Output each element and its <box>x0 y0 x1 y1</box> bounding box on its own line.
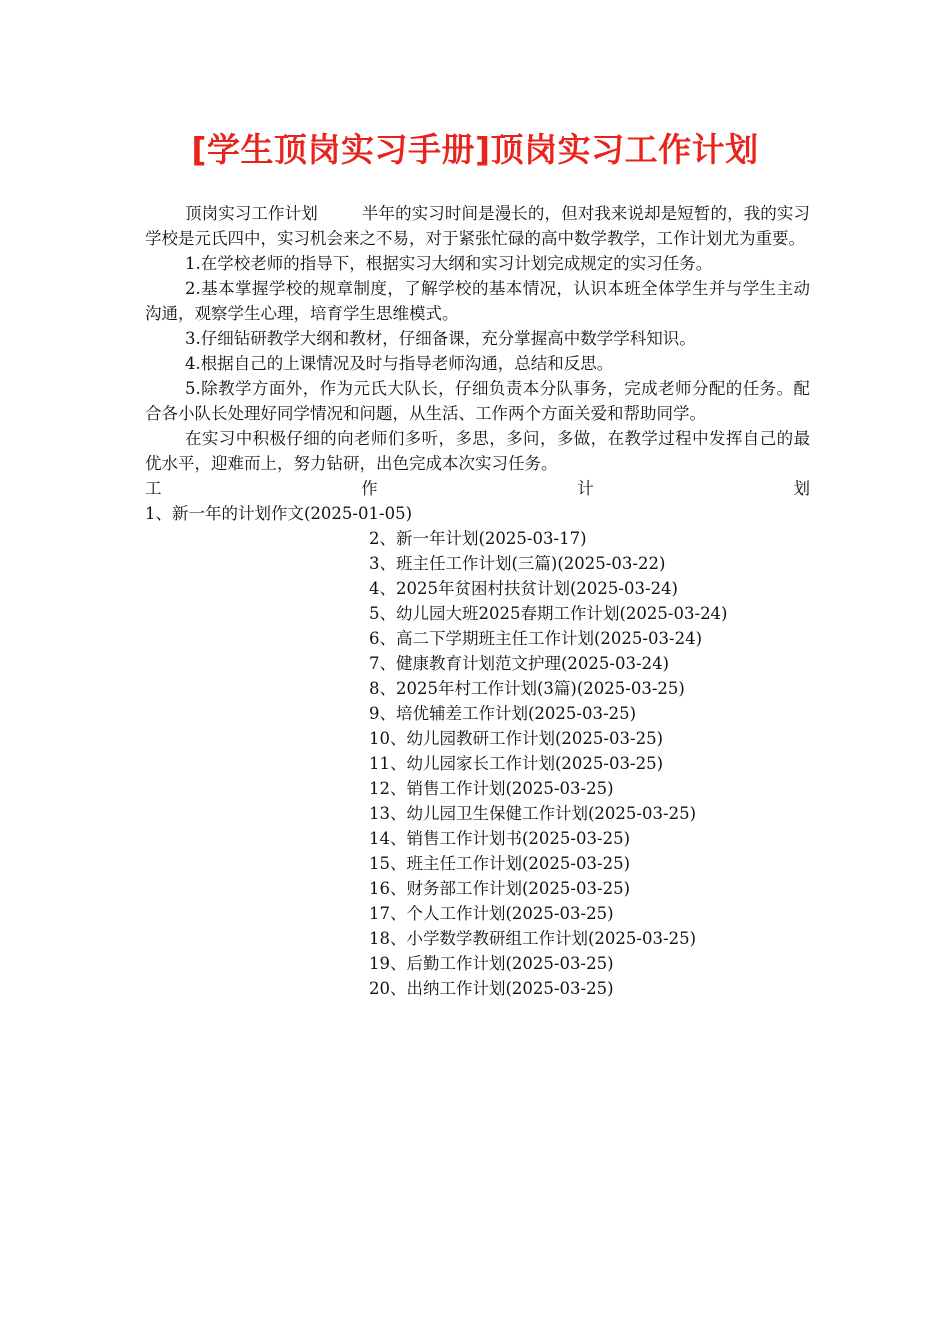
heading-char: 工 <box>145 479 162 498</box>
related-link[interactable]: 10、幼儿园教研工作计划(2025-03-25) <box>369 729 664 748</box>
related-link[interactable]: 15、班主任工作计划(2025-03-25) <box>369 854 631 873</box>
related-link[interactable]: 14、销售工作计划书(2025-03-25) <box>369 829 631 848</box>
body-paragraph: 4.根据自己的上课情况及时与指导老师沟通，总结和反思。 <box>185 354 614 373</box>
intro-text: 半年的实习时间是漫长的，但对我来说却是短暂的，我的实习学校是元氏四中，实习机会来之不易，对于紧张忙碌的高中数学教学，工作计划尤为重要。 <box>145 204 811 248</box>
intro-lead: 顶岗实习工作计划 <box>185 204 318 223</box>
related-link[interactable]: 12、销售工作计划(2025-03-25) <box>369 779 614 798</box>
related-link[interactable]: 16、财务部工作计划(2025-03-25) <box>369 879 631 898</box>
body-paragraph: 1.在学校老师的指导下，根据实习大纲和实习计划完成规定的实习任务。 <box>185 254 713 273</box>
related-link[interactable]: 6、高二下学期班主任工作计划(2025-03-24) <box>369 629 703 648</box>
related-link[interactable]: 1、新一年的计划作文(2025-01-05) <box>145 504 413 523</box>
related-link[interactable]: 5、幼儿园大班2025春期工作计划(2025-03-24) <box>369 604 728 623</box>
related-link[interactable]: 9、培优辅差工作计划(2025-03-25) <box>369 704 637 723</box>
related-link[interactable]: 20、出纳工作计划(2025-03-25) <box>369 979 614 998</box>
intro-paragraph <box>145 201 810 251</box>
body-paragraph: 2.基本掌握学校的规章制度，了解学校的基本情况，认识本班全体学生并与学生主动沟通，观察学生心理，培育学生思维模式。 <box>145 279 810 323</box>
related-link[interactable]: 11、幼儿园家长工作计划(2025-03-25) <box>369 754 664 773</box>
body-paragraph: 在实习中积极仔细的向老师们多听，多思，多问，多做，在教学过程中发挥自己的最优水平，迎难而上，努力钻研，出色完成本次实习任务。 <box>145 429 810 473</box>
document-body <box>145 201 810 1001</box>
body-paragraph: 3.仔细钻研教学大纲和教材，仔细备课，充分掌握高中数学学科知识。 <box>185 329 696 348</box>
related-link[interactable]: 17、个人工作计划(2025-03-25) <box>369 904 614 923</box>
related-link[interactable]: 8、2025年村工作计划(3篇)(2025-03-25) <box>369 679 685 698</box>
document-title: [学生顶岗实习手册]顶岗实习工作计划 <box>191 130 759 169</box>
related-link[interactable]: 2、新一年计划(2025-03-17) <box>369 529 587 548</box>
heading-char: 计 <box>577 479 594 498</box>
related-link[interactable]: 7、健康教育计划范文护理(2025-03-24) <box>369 654 670 673</box>
heading-char: 划 <box>793 479 810 498</box>
related-list <box>145 526 810 1001</box>
related-link[interactable]: 19、后勤工作计划(2025-03-25) <box>369 954 614 973</box>
body-paragraph: 5.除教学方面外，作为元氏大队长，仔细负责本分队事务，完成老师分配的任务。配合各小队长处理好同学情况和问题，从生活、工作两个方面关爱和帮助同学。 <box>145 379 810 423</box>
related-link[interactable]: 4、2025年贫困村扶贫计划(2025-03-24) <box>369 579 678 598</box>
work-plan-heading <box>145 476 810 501</box>
related-link[interactable]: 3、班主任工作计划(三篇)(2025-03-22) <box>369 554 666 573</box>
heading-char: 作 <box>361 479 378 498</box>
related-link[interactable]: 18、小学数学教研组工作计划(2025-03-25) <box>369 929 697 948</box>
related-link[interactable]: 13、幼儿园卫生保健工作计划(2025-03-25) <box>369 804 697 823</box>
